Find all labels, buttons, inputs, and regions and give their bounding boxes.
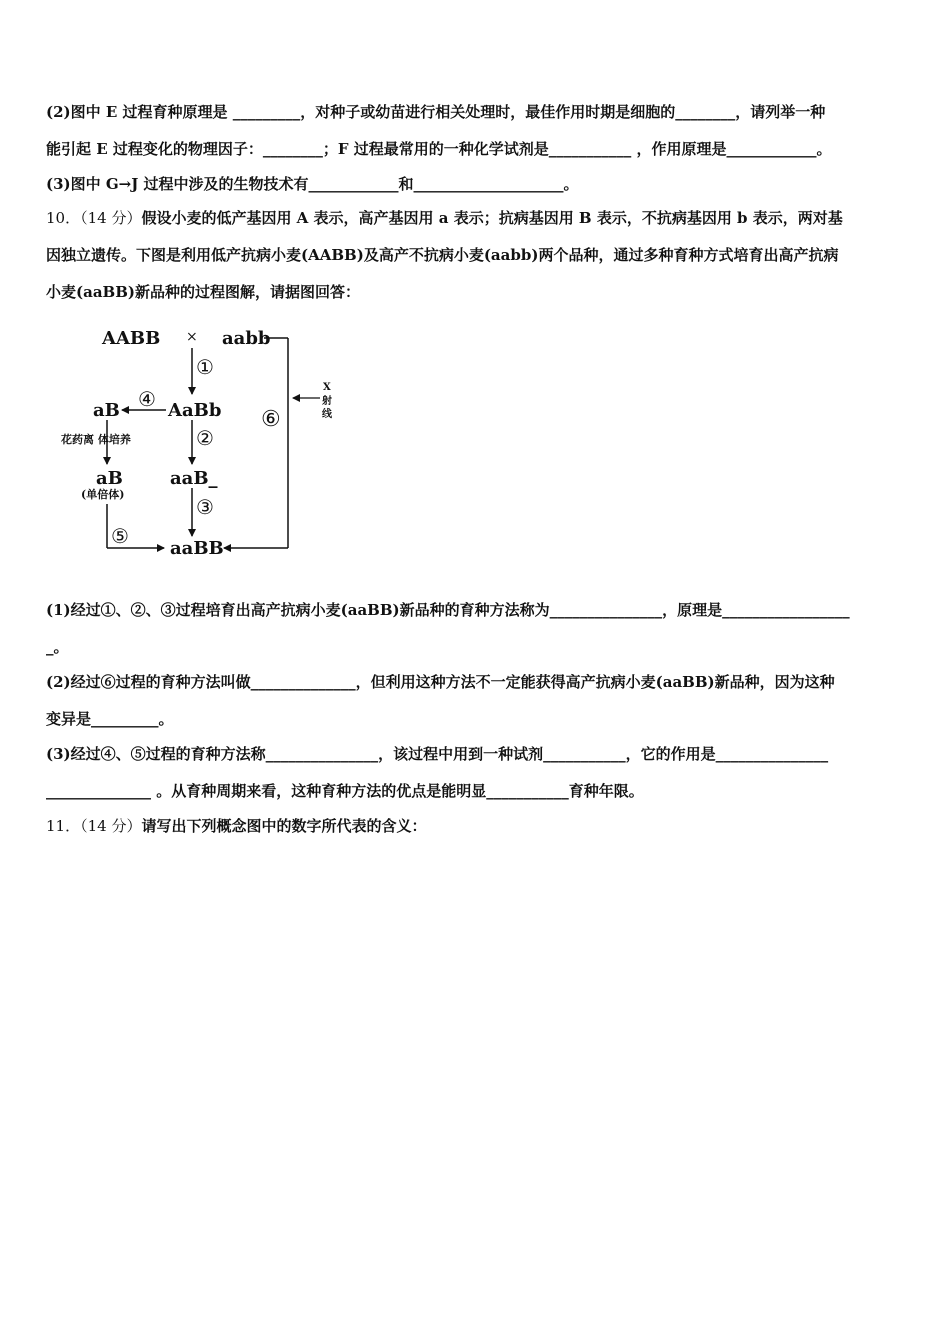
step-4-label: ④ xyxy=(138,387,156,411)
q9-part2-line2: 能引起 E 过程变化的物理因子：________；F 过程最常用的一种化学试剂是___________ ，作用原理是____________。 xyxy=(46,140,832,158)
step-6-label: ⑥ xyxy=(261,407,281,432)
q10-number: 10．（14 分） xyxy=(46,209,142,227)
gamete-ab: aB xyxy=(93,400,120,421)
cross-symbol: × xyxy=(186,329,198,345)
q10-part2-line1: (2)经过⑥过程的育种方法叫做______________，但利用这种方法不一定能获得高产抗病小麦(aaBB)新品种，因为这种 xyxy=(46,673,835,691)
anther-culture-label: 花药离 体培养 xyxy=(61,433,131,446)
xray-label-1: X xyxy=(323,382,331,393)
step-5-label: ⑤ xyxy=(111,524,129,548)
q10-part2-line2: 变异是_________。 xyxy=(46,710,174,728)
step-3-label: ③ xyxy=(196,495,214,519)
parent-aabb-high-susceptible: aabb xyxy=(222,328,271,349)
q10-part3-line1: (3)经过④、⑤过程的育种方法称_______________，该过程中用到一种试剂___________，它的作用是_______________ xyxy=(46,745,829,763)
haploid-ab: aB xyxy=(96,468,123,489)
q11-stem-text: 请写出下列概念图中的数字所代表的含义： xyxy=(141,817,427,835)
q10-stem-line1 xyxy=(46,208,843,228)
q10-part1-line2: _。 xyxy=(46,638,69,656)
step-2-label: ② xyxy=(196,426,214,450)
q10-stem-text: 假设小麦的低产基因用 A 表示，高产基因用 a 表示；抗病基因用 B 表示，不抗病基因用 b 表示，两对基 xyxy=(141,209,843,227)
f1-aabb: AaBb xyxy=(168,400,222,421)
xray-label-2: 射 xyxy=(322,396,332,407)
q10-part3-line2: ______________ 。从育种周期来看，这种育种方法的优点是能明显___________育种年限。 xyxy=(46,782,644,800)
q10-part1-line1: (1)经过①、②、③过程培育出高产抗病小麦(aaBB)新品种的育种方法称为_______________，原理是_________________ xyxy=(46,601,850,619)
step-1-label: ① xyxy=(196,355,214,379)
final-aabb: aaBB xyxy=(170,538,224,559)
breeding-diagram xyxy=(61,318,370,568)
q10-stem-line2: 因独立遗传。下图是利用低产抗病小麦(AABB)及高产不抗病小麦(aabb)两个品种，通过多种育种方式培育出高产抗病 xyxy=(46,246,839,264)
haploid-note: (单倍体) xyxy=(81,488,125,501)
q10-stem-line3: 小麦(aaBB)新品种的过程图解，请据图回答： xyxy=(46,283,360,301)
q11-stem xyxy=(46,816,426,836)
selfed-aab: aaB_ xyxy=(170,468,218,489)
xray-label-3: 线 xyxy=(322,409,332,420)
q11-number: 11．（14 分） xyxy=(46,817,142,835)
q9-part3: (3)图中 G→J 过程中涉及的生物技术有____________和____________________。 xyxy=(46,175,579,193)
parent-aabb-low-resistant: AABB xyxy=(102,328,161,349)
q9-part2-line1: (2)图中 E 过程育种原理是 _________，对种子或幼苗进行相关处理时，最佳作用时期是细胞的________，请列举一种 xyxy=(46,103,826,121)
